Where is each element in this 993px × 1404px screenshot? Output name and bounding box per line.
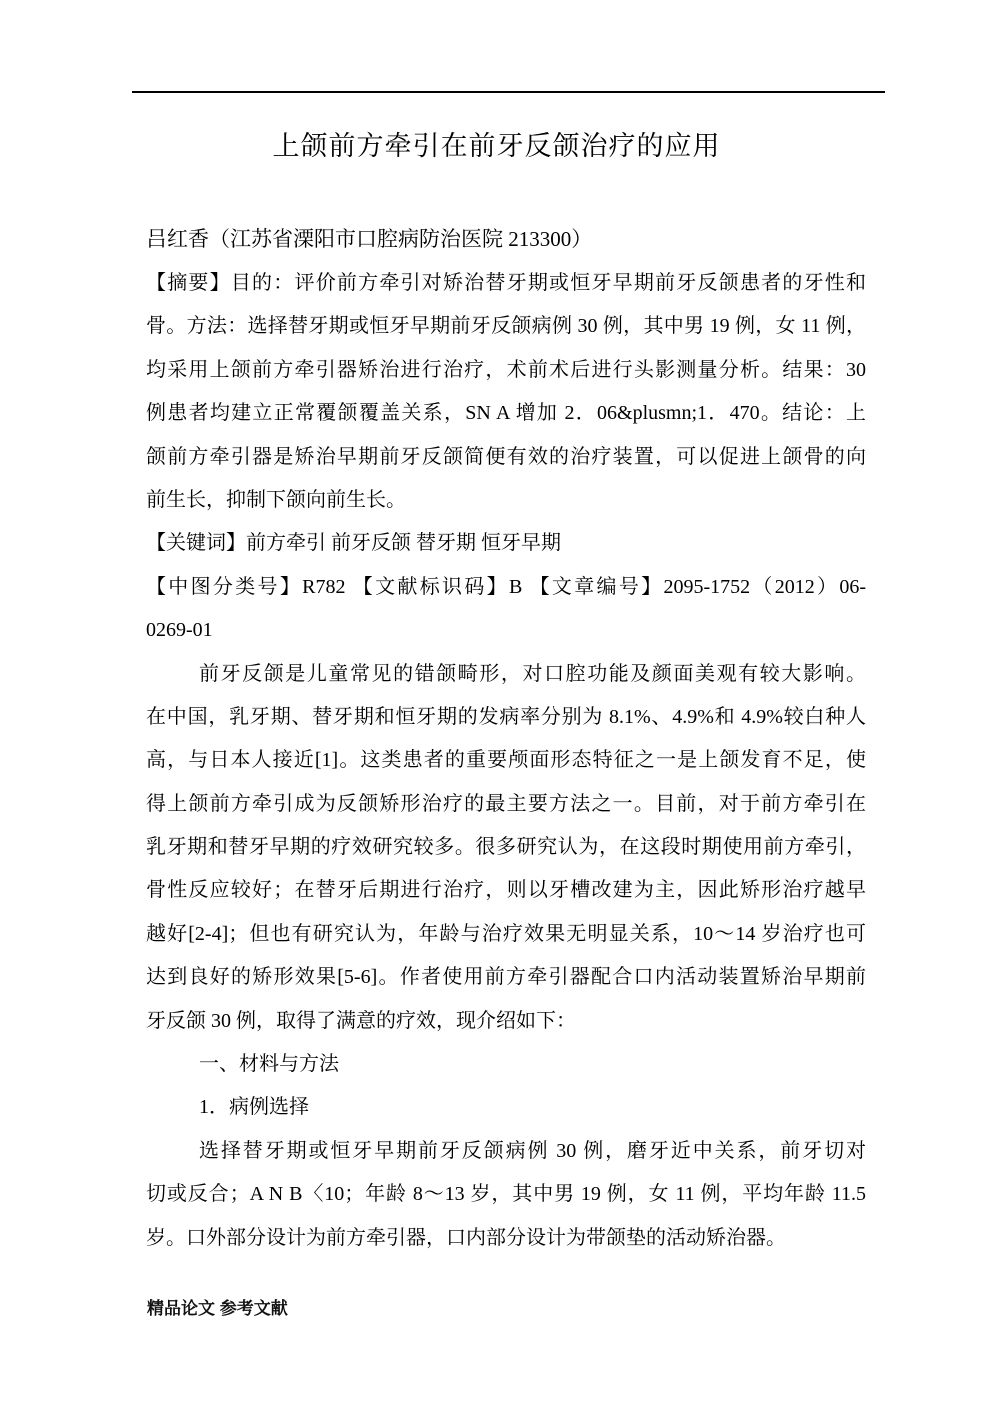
body-line: 切或反合；A N B〈10；年龄 8～13 岁，其中男 19 例，女 11 例，平均年龄 11.5 xyxy=(146,1183,866,1206)
body-line: 【中图分类号】R782 【文献标识码】B 【文章编号】2095-1752（2012）06- xyxy=(146,575,866,598)
body-line: 高，与日本人接近[1]。这类患者的重要颅面形态特征之一是上颌发育不足，使 xyxy=(146,749,866,772)
body-line: 均采用上颌前方牵引器矫治进行治疗，术前术后进行头影测量分析。结果：30 xyxy=(146,358,866,381)
body-line: 骨性反应较好；在替牙后期进行治疗，则以牙槽改建为主，因此矫形治疗越早 xyxy=(146,879,866,902)
body-line: 达到良好的矫形效果[5-6]。作者使用前方牵引器配合口内活动装置矫治早期前 xyxy=(146,966,866,989)
header-rule xyxy=(132,91,885,93)
footer-watermark: 精品论文 参考文献 xyxy=(147,1299,288,1318)
body-line: 前生长，抑制下颌向前生长。 xyxy=(146,488,406,511)
body-line: 乳牙期和替牙早期的疗效研究较多。很多研究认为，在这段时期使用前方牵引， xyxy=(146,836,866,859)
body-line: 骨。方法：选择替牙期或恒牙早期前牙反颌病例 30 例，其中男 19 例，女 11 例， xyxy=(146,315,866,338)
body-line: 0269-01 xyxy=(146,619,213,642)
body-line: 牙反颌 30 例，取得了满意的疗效，现介绍如下： xyxy=(146,1009,576,1032)
body-line: 前牙反颌是儿童常见的错颌畸形，对口腔功能及颜面美观有较大影响。 xyxy=(199,662,866,685)
document-body xyxy=(146,262,866,1260)
body-line: 在中国，乳牙期、替牙期和恒牙期的发病率分别为 8.1%、4.9%和 4.9%较白种人 xyxy=(146,705,866,728)
body-line: 【摘要】目的：评价前方牵引对矫治替牙期或恒牙早期前牙反颌患者的牙性和 xyxy=(146,272,866,294)
section-heading: 一、材料与方法 xyxy=(199,1053,339,1076)
body-line: 例患者均建立正常覆颌覆盖关系，SN A 增加 2．06&plusmn;1．470。结论：上 xyxy=(146,402,866,425)
body-line: 选择替牙期或恒牙早期前牙反颌病例 30 例，磨牙近中关系，前牙切对 xyxy=(199,1139,866,1162)
body-line: 岁。口外部分设计为前方牵引器，口内部分设计为带颌垫的活动矫治器。 xyxy=(146,1226,786,1249)
body-line: 越好[2-4]；但也有研究认为，年龄与治疗效果无明显关系，10～14 岁治疗也可 xyxy=(146,922,866,945)
body-line: 颌前方牵引器是矫治早期前牙反颌简便有效的治疗装置，可以促进上颌骨的向 xyxy=(146,445,866,468)
subsection-heading: 1．病例选择 xyxy=(199,1096,309,1119)
author-line: 吕红香（江苏省溧阳市口腔病防治医院 213300） xyxy=(146,227,593,251)
body-line: 【关键词】前方牵引 前牙反颌 替牙期 恒牙早期 xyxy=(146,532,561,555)
body-line: 得上颌前方牵引成为反颌矫形治疗的最主要方法之一。目前，对于前方牵引在 xyxy=(146,792,866,815)
page-title: 上颌前方牵引在前牙反颌治疗的应用 xyxy=(272,131,721,161)
